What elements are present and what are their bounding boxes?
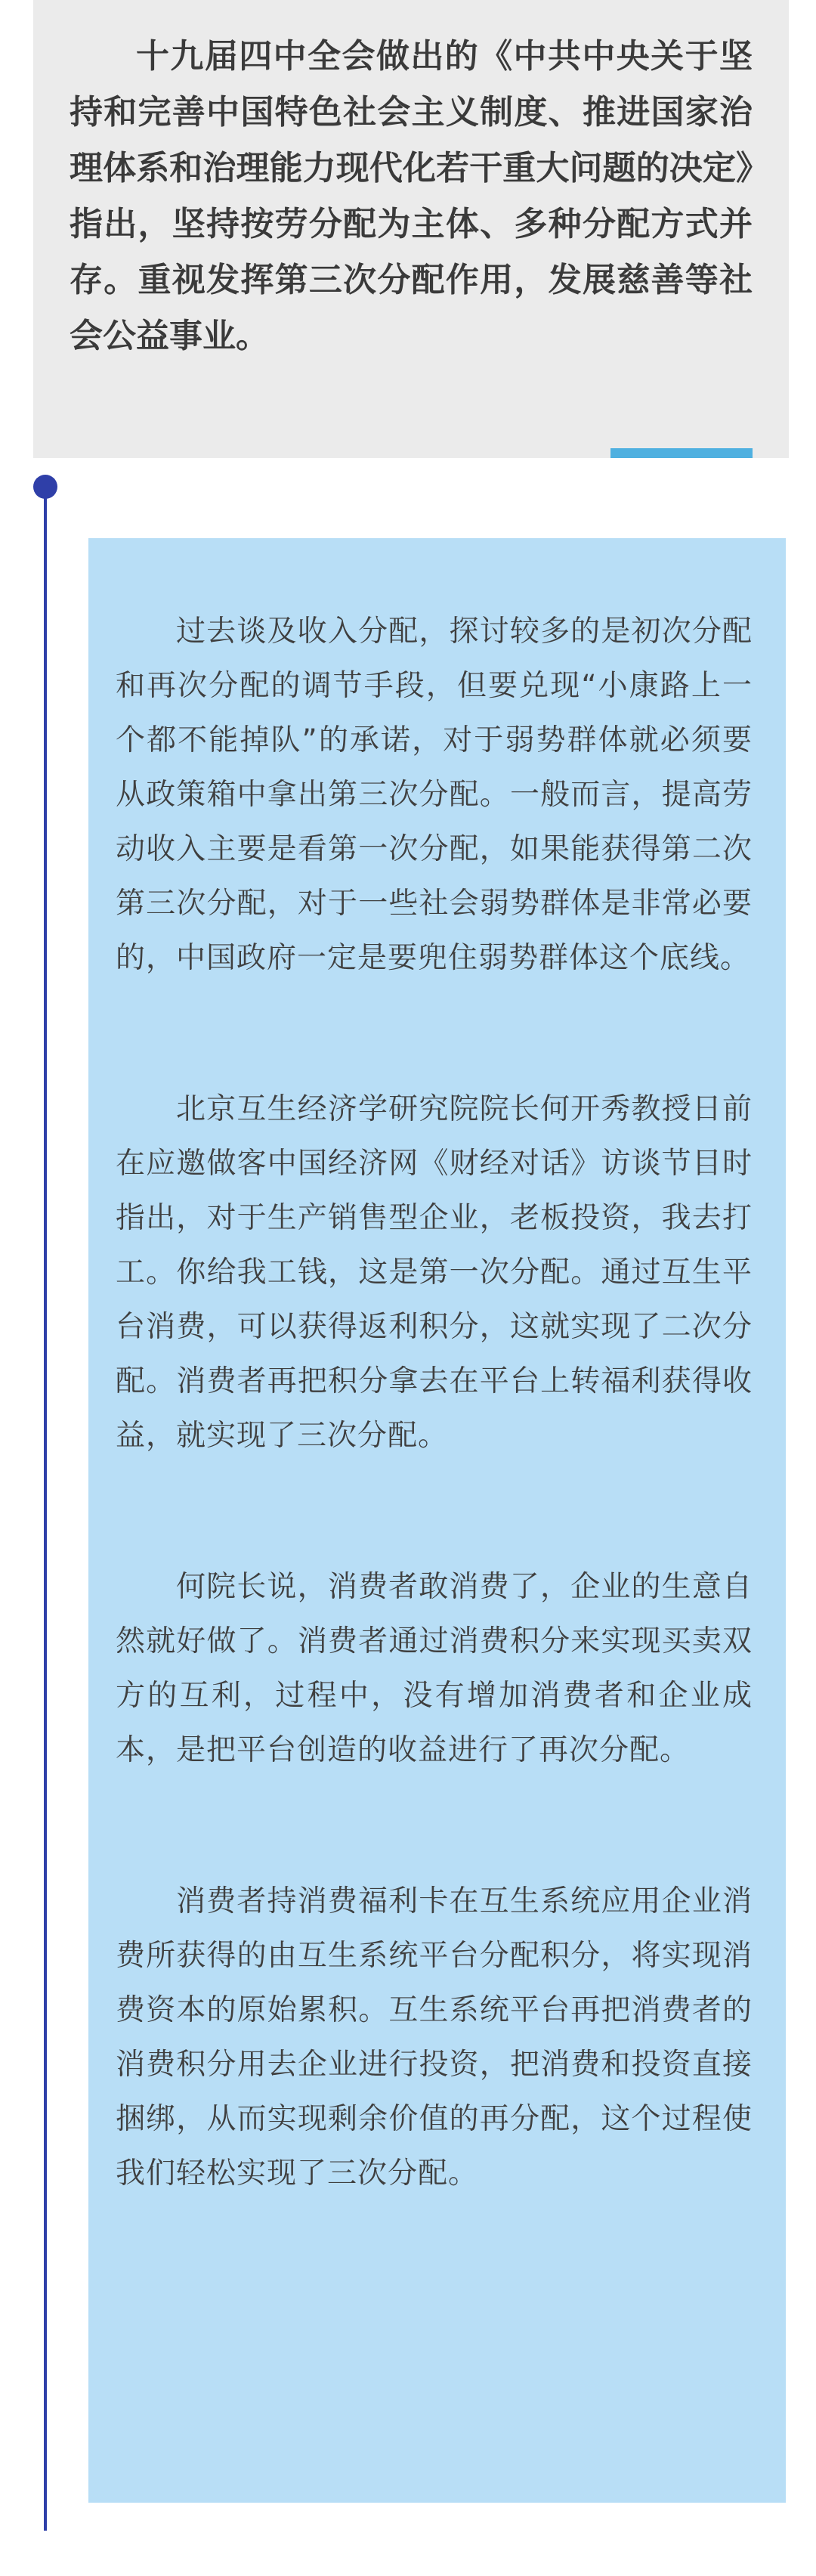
timeline-line: [44, 487, 47, 2531]
intro-quote-text: 十九届四中全会做出的《中共中央关于坚持和完善中国特色社会主义制度、推进国家治理体系和治理能力现代化若干重大问题的决定》指出，坚持按劳分配为主体、多种分配方式并存。重视发挥第三次分配作用，发展慈善等社会公益事业。: [70, 37, 753, 355]
article-paragraph-4: 消费者持消费福利卡在互生系统应用企业消费所获得的由互生系统平台分配积分，将实现消费资本的原始累积。互生系统平台再把消费者的消费积分用去企业进行投资，把消费和投资直接捆绑，从而实现剩余价值的再分配，这个过程使我们轻松实现了三次分配。: [116, 1884, 753, 2191]
intro-quote-box: [33, 0, 789, 458]
article-paragraph-2: 北京互生经济学研究院院长何开秀教授日前在应邀做客中国经济网《财经对话》访谈节目时指出，对于生产销售型企业，老板投资，我去打工。你给我工钱，这是第一次分配。通过互生平台消费，可以获得返利积分，这就实现了二次分配。消费者再把积分拿去在平台上转福利获得收益，就实现了三次分配。: [116, 1092, 753, 1453]
quote-accent-bar: [610, 448, 753, 458]
article-paragraph-1: 过去谈及收入分配，探讨较多的是初次分配和再次分配的调节手段，但要兑现“小康路上一个都不能掉队”的承诺，对于弱势群体就必须要从政策箱中拿出第三次分配。一般而言，提高劳动收入主要是看第一次分配，如果能获得第二次第三次分配，对于一些社会弱势群体是非常必要的，中国政府一定是要兜住弱势群体这个底线。: [116, 615, 753, 975]
article-paragraph-3: 何院长说，消费者敢消费了，企业的生意自然就好做了。消费者通过消费积分来实现买卖双方的互利，过程中，没有增加消费者和企业成本，是把平台创造的收益进行了再次分配。: [116, 1570, 753, 1767]
article-card: [88, 538, 786, 2503]
